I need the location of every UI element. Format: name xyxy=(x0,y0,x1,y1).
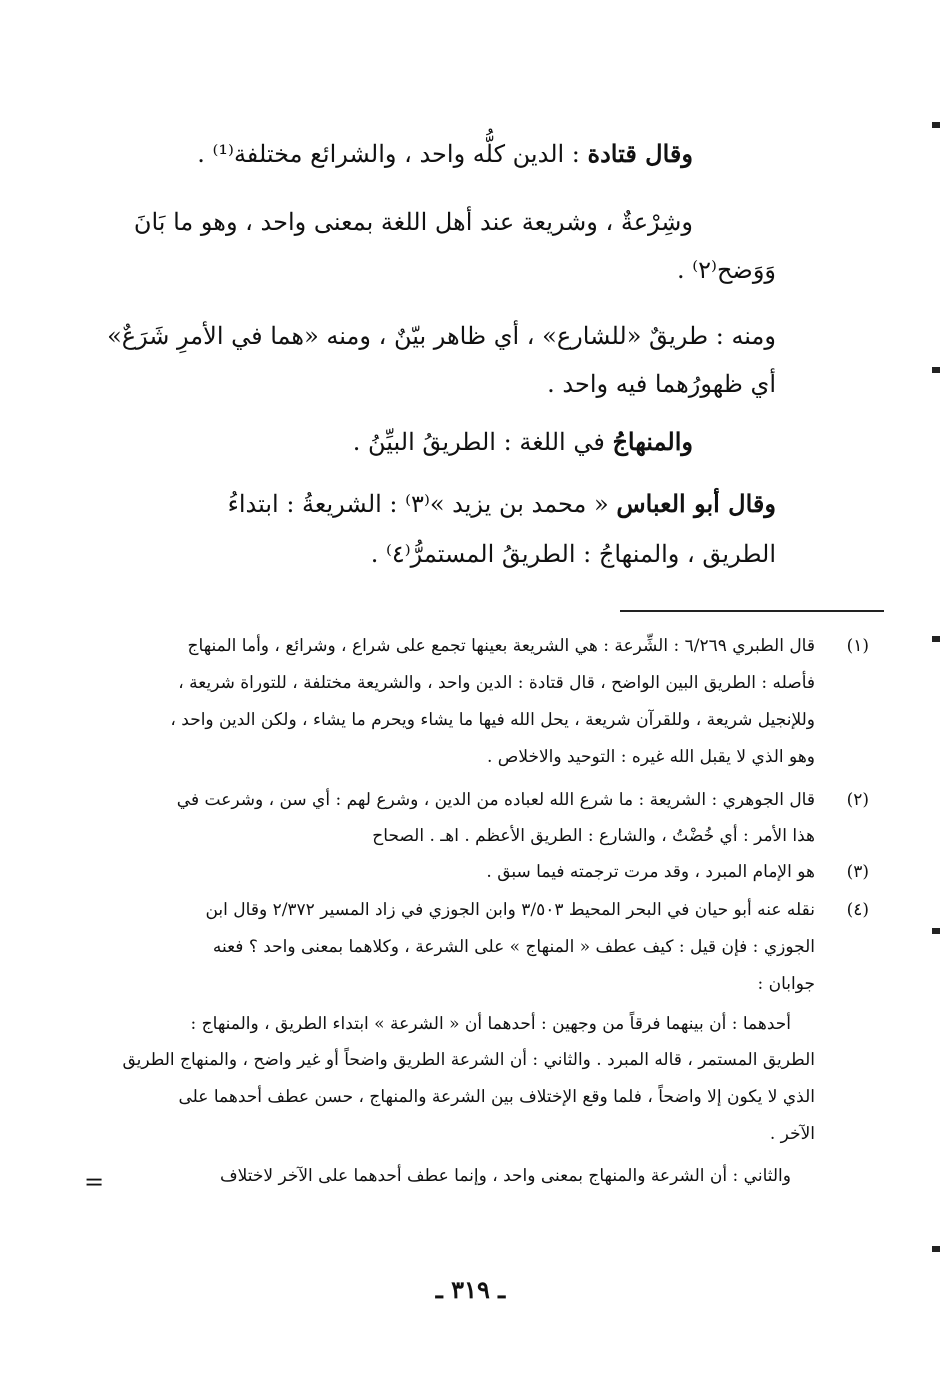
footnote-4-line-1: نقله عنه أبو حيان في البحر المحيط ٣/٥٠٣ وابن الجوزي في زاد المسير ٢/٣٧٢ وقال ابن xyxy=(205,900,815,920)
speaker-qatada: وقال قتادة xyxy=(587,139,693,168)
main-line-6: والمنهاجُ في اللغة : الطريقُ البيِّنُ . xyxy=(352,427,693,456)
continuation-mark: = xyxy=(84,1168,105,1196)
footnote-number-2: (٢) xyxy=(846,790,869,810)
footnote-1-line-1: قال الطبري ٦/٢٦٩ : الشِّرعة : هي الشريعة بعينها تجمع على شراع ، وشرائع ، وأما المنهاج xyxy=(187,636,815,656)
footnote-1-line-3: وللإنجيل شريعة ، وللقرآن شريعة ، يحل الله فيها ما يشاء ويحرم ما يشاء ، ولكن الدين واحد ، xyxy=(170,710,815,730)
footnote-3-line-1: هو الإمام المبرد ، وقد مرت ترجمته فيما سبق . xyxy=(486,862,815,882)
footnote-1-line-2: فأصله : الطريق البين الواضح ، قال قتادة : الدين واحد ، والشريعة مختلفة ، للتوراة شريعة ، xyxy=(178,673,815,693)
term-minhaj: والمنهاجُ xyxy=(612,427,693,456)
footnote-4-para-5: والثاني : أن الشرعة والمنهاج بمعنى واحد ، وإنما عطف أحدهما على الآخر لاختلاف xyxy=(219,1166,791,1186)
footnote-1-line-4: وهو الذي لا يقبل الله غيره : التوحيد والاخلاص . xyxy=(486,747,815,767)
footnote-4-line-3: جوابان : xyxy=(757,974,815,994)
main-line-1: وقال قتادة : الدين كلُّه واحد ، والشرائع مختلفة⁽¹⁾ . xyxy=(197,139,693,168)
edge-mark-2 xyxy=(932,367,940,373)
main-line-8: الطريق ، والمنهاجُ : الطريقُ المستمرُّ⁽٤⁾ . xyxy=(370,540,776,568)
main-line-7: وقال أبو العباس « محمد بن يزيد »⁽٣⁾ : الشريعةُ : ابتداءُ xyxy=(227,489,776,518)
footnote-4-para-3: الذي لا يكون إلا واضحاً ، فلما وقع الإختلاف بين الشرعة والمنهاج ، حسن عطف أحدهما على xyxy=(178,1087,815,1107)
edge-mark-5 xyxy=(932,1246,940,1252)
page-number: ـ ٣١٩ ـ xyxy=(435,1275,506,1304)
footnote-4-para-2: الطريق المستمر ، قاله المبرد . والثاني : أن الشرعة الطريق واضحاً أو غير واضح ، والمنهاج الطريق xyxy=(122,1050,815,1070)
footnote-number-3: (٣) xyxy=(846,862,869,882)
speaker-abu-alabbas: وقال أبو العباس xyxy=(616,489,776,518)
main-line-4: ومنه : طريقٌ «للشارع» ، أي ظاهر بيّنٌ ، ومنه «هما في الأمرِ شَرَعٌ» xyxy=(107,322,776,350)
main-line-3: وَوَضح⁽٢⁾ . xyxy=(677,256,776,284)
footnote-2-line-2: هذا الأمر : أي خُضْتُ ، والشارع : الطريق الأعظم . اهـ . الصحاح xyxy=(372,826,815,846)
footnote-4-para-4: الآخر . xyxy=(769,1124,815,1144)
footnote-number-1: (١) xyxy=(846,636,869,656)
footnote-2-line-1: قال الجوهري : الشريعة : ما شرع الله لعباده من الدين ، وشرع لهم : أي سن ، وشرعت في xyxy=(176,790,815,810)
footnote-4-line-2: الجوزي : فإن قيل : كيف عطف « المنهاج » على الشرعة ، وكلاهما بمعنى واحد ؟ فعنه xyxy=(212,937,815,957)
footnote-4-para-1: أحدهما : أن بينهما فرقاً من وجهين : أحدهما أن « الشرعة » ابتداء الطريق ، والمنهاج : xyxy=(190,1014,791,1034)
footnote-separator xyxy=(620,610,884,612)
main-line-5: أي ظهورُهما فيه واحد . xyxy=(547,370,776,398)
edge-mark-4 xyxy=(932,928,940,934)
edge-mark-1 xyxy=(932,122,940,128)
footnote-number-4: (٤) xyxy=(846,900,869,920)
main-line-2: وشِرْعةٌ ، وشريعة عند أهل اللغة بمعنى واحد ، وهو ما بَانَ xyxy=(133,208,693,236)
edge-mark-3 xyxy=(932,636,940,642)
